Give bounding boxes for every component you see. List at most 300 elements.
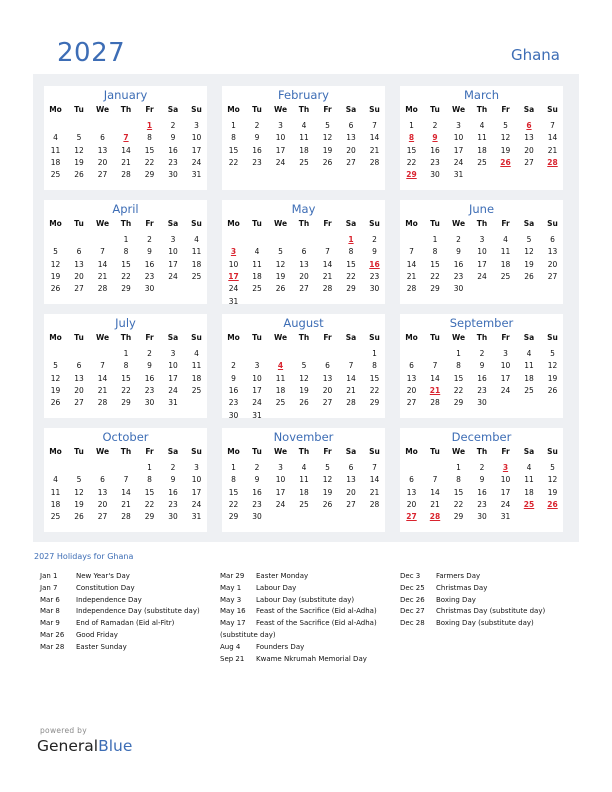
day: 7 bbox=[409, 247, 414, 257]
day: 26 bbox=[547, 385, 558, 395]
holiday-day: 1 bbox=[146, 121, 153, 130]
weekday-header: Sa bbox=[523, 105, 535, 114]
day: 18 bbox=[275, 385, 286, 395]
day: 20 bbox=[547, 259, 558, 269]
day: 27 bbox=[406, 398, 417, 408]
day: 10 bbox=[228, 259, 239, 269]
weekday-header: Tu bbox=[74, 447, 84, 456]
brand-blue: Blue bbox=[98, 737, 133, 755]
day: 11 bbox=[252, 259, 262, 269]
day: 8 bbox=[231, 133, 236, 143]
day: 30 bbox=[477, 398, 487, 408]
weekday-header: Sa bbox=[167, 105, 179, 114]
day: 1 bbox=[372, 349, 377, 358]
day: 6 bbox=[325, 361, 330, 371]
day: 14 bbox=[121, 145, 131, 155]
day: 14 bbox=[369, 133, 380, 143]
day: 16 bbox=[228, 385, 239, 395]
month-february bbox=[222, 86, 385, 190]
day: 8 bbox=[123, 361, 129, 371]
day: 17 bbox=[191, 487, 202, 497]
weekday-header: Fr bbox=[145, 333, 154, 342]
weekday-header: Fr bbox=[323, 447, 332, 456]
day: 1 bbox=[123, 349, 129, 358]
weekday-header: Mo bbox=[49, 333, 62, 342]
day: 21 bbox=[369, 145, 380, 155]
day: 2 bbox=[479, 349, 485, 358]
holiday-day: 9 bbox=[432, 133, 438, 143]
holiday-name: Boxing Day bbox=[436, 595, 476, 604]
day: 15 bbox=[406, 145, 417, 155]
weekday-header: Sa bbox=[523, 219, 535, 228]
holiday-day: 6 bbox=[526, 121, 532, 130]
day: 5 bbox=[278, 247, 283, 257]
weekday-header: Th bbox=[298, 333, 310, 342]
day: 6 bbox=[76, 361, 82, 371]
day: 28 bbox=[121, 512, 131, 522]
day: 16 bbox=[453, 259, 464, 269]
holiday-item bbox=[400, 572, 570, 584]
day: 14 bbox=[430, 487, 440, 497]
day: 28 bbox=[369, 499, 380, 509]
day: 5 bbox=[503, 121, 508, 130]
holiday-item bbox=[40, 596, 210, 608]
weekday-header: Mo bbox=[49, 447, 62, 456]
holiday-name: Founders Day bbox=[256, 642, 305, 651]
month-january bbox=[44, 86, 207, 190]
day: 12 bbox=[275, 259, 286, 269]
day: 1 bbox=[231, 463, 236, 472]
day: 8 bbox=[432, 247, 438, 257]
holiday-name: Christmas Day (substitute day) bbox=[436, 607, 546, 616]
day: 23 bbox=[477, 499, 487, 509]
weekday-header: Tu bbox=[252, 333, 262, 342]
day: 26 bbox=[50, 284, 61, 294]
day: 6 bbox=[409, 361, 414, 371]
holiday-name: Labour Day (substitute day) bbox=[256, 595, 355, 604]
holiday-day: 4 bbox=[277, 361, 284, 371]
day: 29 bbox=[430, 284, 440, 294]
weekday-header: Fr bbox=[145, 219, 154, 228]
day: 13 bbox=[406, 373, 417, 383]
day: 20 bbox=[97, 157, 108, 167]
day: 14 bbox=[369, 475, 380, 485]
weekday-header: Th bbox=[476, 447, 488, 456]
day: 3 bbox=[278, 463, 283, 472]
day: 13 bbox=[74, 373, 84, 383]
day: 20 bbox=[346, 487, 356, 497]
day: 19 bbox=[299, 385, 309, 395]
day: 27 bbox=[299, 284, 309, 294]
weekday-header: Mo bbox=[227, 333, 240, 342]
day: 12 bbox=[322, 133, 333, 143]
day: 25 bbox=[477, 157, 487, 167]
day: 15 bbox=[121, 373, 131, 383]
day: 24 bbox=[500, 499, 511, 509]
weekday-header: Sa bbox=[345, 447, 357, 456]
day: 28 bbox=[430, 398, 440, 408]
weekday-header: We bbox=[273, 333, 288, 342]
day: 15 bbox=[430, 259, 440, 269]
day: 23 bbox=[430, 157, 440, 167]
day: 11 bbox=[191, 247, 202, 257]
day: 11 bbox=[477, 133, 487, 143]
day: 4 bbox=[194, 349, 199, 358]
day: 16 bbox=[168, 487, 178, 497]
day: 30 bbox=[369, 284, 380, 294]
weekday-header: We bbox=[95, 333, 110, 342]
weekday-header: Tu bbox=[252, 105, 262, 114]
holiday-day: 7 bbox=[123, 133, 129, 143]
day: 13 bbox=[74, 259, 84, 269]
weekday-header: Fr bbox=[145, 105, 154, 114]
holiday-day: 16 bbox=[369, 259, 380, 269]
day: 20 bbox=[299, 271, 309, 281]
day: 21 bbox=[97, 271, 108, 281]
day: 13 bbox=[547, 247, 558, 257]
weekday-header: Fr bbox=[323, 333, 332, 342]
day: 16 bbox=[477, 373, 487, 383]
weekday-header: Mo bbox=[405, 219, 418, 228]
day: 15 bbox=[228, 145, 239, 155]
month-may bbox=[222, 200, 385, 304]
day: 23 bbox=[453, 271, 464, 281]
holiday-name: Farmers Day bbox=[436, 572, 481, 580]
day: 23 bbox=[477, 385, 487, 395]
holiday-name: Boxing Day (substitute day) bbox=[436, 619, 534, 628]
day: 12 bbox=[547, 361, 558, 371]
holiday-day: 3 bbox=[230, 247, 237, 257]
holiday-column bbox=[40, 572, 210, 655]
day: 29 bbox=[121, 398, 131, 408]
day: 22 bbox=[228, 157, 239, 167]
day: 5 bbox=[76, 475, 82, 485]
day: 17 bbox=[477, 259, 487, 269]
holiday-date: Mar 8 bbox=[40, 607, 60, 616]
day: 17 bbox=[191, 145, 202, 155]
day: 24 bbox=[477, 271, 487, 281]
weekday-header: Tu bbox=[252, 447, 262, 456]
holiday-day: 17 bbox=[228, 271, 239, 281]
day: 30 bbox=[430, 170, 440, 180]
day: 12 bbox=[74, 487, 84, 497]
day: 14 bbox=[346, 373, 356, 383]
holiday-day: 25 bbox=[523, 499, 535, 509]
day: 16 bbox=[252, 487, 262, 497]
day: 4 bbox=[53, 475, 58, 485]
day: 14 bbox=[406, 259, 417, 269]
day: 15 bbox=[228, 487, 239, 497]
day: 17 bbox=[252, 385, 262, 395]
day: 31 bbox=[453, 170, 464, 180]
weekday-header: Tu bbox=[430, 333, 440, 342]
day: 22 bbox=[406, 157, 417, 167]
weekday-header: Sa bbox=[345, 105, 357, 114]
day: 14 bbox=[547, 133, 558, 143]
day: 27 bbox=[346, 499, 356, 509]
day: 20 bbox=[322, 385, 333, 395]
day: 6 bbox=[100, 133, 105, 143]
day: 12 bbox=[500, 133, 511, 143]
weekday-header: Su bbox=[369, 105, 380, 114]
day: 26 bbox=[299, 398, 309, 408]
weekday-header: Mo bbox=[227, 219, 240, 228]
day: 7 bbox=[432, 475, 438, 485]
holiday-date: May 3 bbox=[220, 595, 242, 604]
month-name: March bbox=[463, 88, 500, 102]
weekday-header: Su bbox=[369, 333, 380, 342]
day: 12 bbox=[322, 475, 333, 485]
day: 10 bbox=[453, 133, 464, 143]
day: 22 bbox=[121, 385, 131, 395]
day: 9 bbox=[372, 247, 377, 257]
day: 18 bbox=[191, 373, 202, 383]
day: 15 bbox=[369, 373, 380, 383]
day: 3 bbox=[170, 349, 176, 358]
weekday-header: We bbox=[451, 219, 466, 228]
day: 30 bbox=[144, 284, 155, 294]
day: 22 bbox=[144, 157, 155, 167]
day: 5 bbox=[301, 361, 307, 371]
month-november bbox=[222, 428, 385, 532]
day: 9 bbox=[479, 361, 485, 371]
weekday-header: We bbox=[273, 219, 288, 228]
day: 24 bbox=[252, 398, 262, 408]
holiday-date: Dec 3 bbox=[400, 572, 421, 580]
month-name: May bbox=[291, 202, 316, 216]
day: 5 bbox=[76, 133, 82, 143]
day: 12 bbox=[50, 259, 61, 269]
month-name: December bbox=[451, 430, 512, 444]
day: 27 bbox=[74, 398, 84, 408]
day: 27 bbox=[346, 157, 356, 167]
day: 16 bbox=[430, 145, 440, 155]
day: 31 bbox=[191, 170, 202, 180]
day: 10 bbox=[275, 133, 286, 143]
holiday-day: 8 bbox=[408, 133, 415, 143]
day: 24 bbox=[453, 157, 464, 167]
day: 9 bbox=[479, 475, 485, 485]
day: 18 bbox=[50, 157, 61, 167]
day: 2 bbox=[170, 463, 176, 472]
weekday-header: Mo bbox=[405, 447, 418, 456]
weekday-header: Tu bbox=[252, 219, 262, 228]
holiday-name: Kwame Nkrumah Memorial Day bbox=[256, 654, 367, 663]
month-april bbox=[44, 200, 207, 304]
weekday-header: Mo bbox=[227, 105, 240, 114]
day: 29 bbox=[121, 284, 131, 294]
day: 19 bbox=[500, 145, 511, 155]
day: 7 bbox=[432, 361, 438, 371]
weekday-header: Mo bbox=[49, 219, 62, 228]
holiday-date: May 17 bbox=[220, 619, 246, 628]
weekday-header: Su bbox=[369, 447, 380, 456]
holiday-name: Feast of the Sacrifice (Eid al-Adha) bbox=[256, 607, 377, 616]
day: 29 bbox=[144, 512, 155, 522]
day: 10 bbox=[252, 373, 262, 383]
day: 21 bbox=[369, 487, 380, 497]
day: 11 bbox=[275, 373, 286, 383]
day: 28 bbox=[322, 284, 333, 294]
day: 22 bbox=[369, 385, 380, 395]
day: 22 bbox=[228, 499, 239, 509]
month-july bbox=[44, 314, 207, 418]
day: 9 bbox=[170, 133, 176, 143]
holiday-item bbox=[400, 584, 570, 596]
day: 5 bbox=[53, 361, 58, 371]
day: 16 bbox=[477, 487, 487, 497]
brand-logo bbox=[37, 737, 132, 755]
day: 1 bbox=[123, 235, 129, 244]
day: 11 bbox=[50, 487, 61, 497]
day: 19 bbox=[547, 487, 558, 497]
weekday-header: Su bbox=[191, 333, 202, 342]
holiday-date: Mar 6 bbox=[40, 595, 60, 604]
day: 18 bbox=[500, 259, 511, 269]
holiday-date: Mar 26 bbox=[40, 630, 65, 639]
day: 17 bbox=[275, 487, 286, 497]
day: 3 bbox=[479, 235, 485, 244]
day: 26 bbox=[524, 271, 534, 281]
day: 22 bbox=[144, 499, 155, 509]
day: 22 bbox=[346, 271, 356, 281]
day: 21 bbox=[121, 157, 131, 167]
day: 24 bbox=[500, 385, 511, 395]
day: 24 bbox=[191, 157, 202, 167]
holiday-date: Dec 25 bbox=[400, 583, 425, 592]
year-title: 2027 bbox=[57, 38, 126, 68]
holiday-name: Easter Monday bbox=[256, 572, 309, 580]
day: 25 bbox=[500, 271, 511, 281]
holiday-column bbox=[400, 572, 570, 631]
day: 29 bbox=[453, 512, 464, 522]
day: 21 bbox=[322, 271, 333, 281]
day: 23 bbox=[252, 499, 262, 509]
day: 12 bbox=[50, 373, 61, 383]
day: 26 bbox=[275, 284, 286, 294]
day: 24 bbox=[191, 499, 202, 509]
holidays-title: 2027 Holidays for Ghana bbox=[34, 552, 134, 561]
weekday-header: Tu bbox=[430, 105, 440, 114]
weekday-header: Su bbox=[191, 447, 202, 456]
day: 7 bbox=[325, 247, 330, 257]
day: 23 bbox=[228, 398, 239, 408]
day: 25 bbox=[252, 284, 262, 294]
day: 3 bbox=[194, 463, 199, 472]
day: 8 bbox=[123, 247, 129, 257]
holiday-name: Independence Day (substitute day) bbox=[76, 607, 200, 616]
day: 30 bbox=[477, 512, 487, 522]
country-title: Ghana bbox=[510, 46, 560, 64]
day: 25 bbox=[524, 385, 534, 395]
day: 14 bbox=[430, 373, 440, 383]
day: 9 bbox=[254, 475, 260, 485]
day: 24 bbox=[228, 284, 239, 294]
day: 9 bbox=[170, 475, 176, 485]
weekday-header: Sa bbox=[167, 219, 179, 228]
day: 21 bbox=[547, 145, 558, 155]
day: 15 bbox=[121, 259, 131, 269]
day: 7 bbox=[100, 361, 105, 371]
day: 11 bbox=[191, 361, 202, 371]
day: 30 bbox=[228, 410, 239, 420]
day: 27 bbox=[74, 284, 84, 294]
day: 27 bbox=[97, 170, 108, 180]
holiday-date: Mar 28 bbox=[40, 642, 65, 651]
day: 11 bbox=[500, 247, 511, 257]
weekday-header: Th bbox=[120, 333, 132, 342]
weekday-header: Su bbox=[547, 333, 558, 342]
holiday-item bbox=[220, 655, 390, 667]
day: 3 bbox=[170, 235, 176, 244]
month-june bbox=[400, 200, 563, 304]
weekday-header: Sa bbox=[345, 333, 357, 342]
weekday-header: Tu bbox=[74, 333, 84, 342]
day: 5 bbox=[550, 349, 555, 358]
day: 13 bbox=[299, 259, 309, 269]
day: 5 bbox=[550, 463, 555, 472]
day: 22 bbox=[121, 271, 131, 281]
day: 29 bbox=[228, 512, 239, 522]
holiday-day: 28 bbox=[429, 512, 441, 522]
day: 13 bbox=[322, 373, 333, 383]
day: 18 bbox=[299, 145, 309, 155]
weekday-header: Fr bbox=[323, 105, 332, 114]
weekday-header: Tu bbox=[74, 219, 84, 228]
weekday-header: We bbox=[95, 219, 110, 228]
day: 29 bbox=[144, 170, 155, 180]
day: 15 bbox=[453, 373, 464, 383]
day: 17 bbox=[500, 373, 511, 383]
day: 13 bbox=[406, 487, 417, 497]
holiday-name: Constitution Day bbox=[76, 583, 135, 592]
day: 19 bbox=[74, 499, 84, 509]
month-name: October bbox=[102, 430, 149, 444]
day: 9 bbox=[254, 133, 260, 143]
holiday-date: Dec 26 bbox=[400, 595, 425, 604]
day: 27 bbox=[97, 512, 108, 522]
weekday-header: Tu bbox=[430, 447, 440, 456]
day: 15 bbox=[144, 145, 155, 155]
day: 20 bbox=[524, 145, 534, 155]
weekday-header: Th bbox=[476, 333, 488, 342]
holiday-name-continuation: (substitute day) bbox=[220, 630, 276, 639]
day: 1 bbox=[409, 121, 414, 130]
day: 6 bbox=[348, 121, 354, 130]
day: 16 bbox=[168, 145, 178, 155]
day: 30 bbox=[453, 284, 464, 294]
day: 27 bbox=[524, 157, 534, 167]
weekday-header: Sa bbox=[523, 333, 535, 342]
day: 5 bbox=[526, 235, 532, 244]
day: 11 bbox=[299, 133, 309, 143]
day: 28 bbox=[97, 284, 108, 294]
month-name: September bbox=[449, 316, 514, 330]
weekday-header: We bbox=[451, 447, 466, 456]
day: 10 bbox=[477, 247, 487, 257]
day: 13 bbox=[97, 487, 108, 497]
day: 4 bbox=[53, 133, 58, 143]
day: 23 bbox=[369, 271, 380, 281]
day: 8 bbox=[147, 475, 152, 485]
day: 31 bbox=[191, 512, 202, 522]
holiday-item-continuation bbox=[220, 631, 390, 643]
weekday-header: Fr bbox=[501, 219, 510, 228]
day: 6 bbox=[348, 463, 354, 472]
day: 30 bbox=[144, 398, 155, 408]
day: 14 bbox=[97, 373, 108, 383]
day: 23 bbox=[168, 499, 178, 509]
